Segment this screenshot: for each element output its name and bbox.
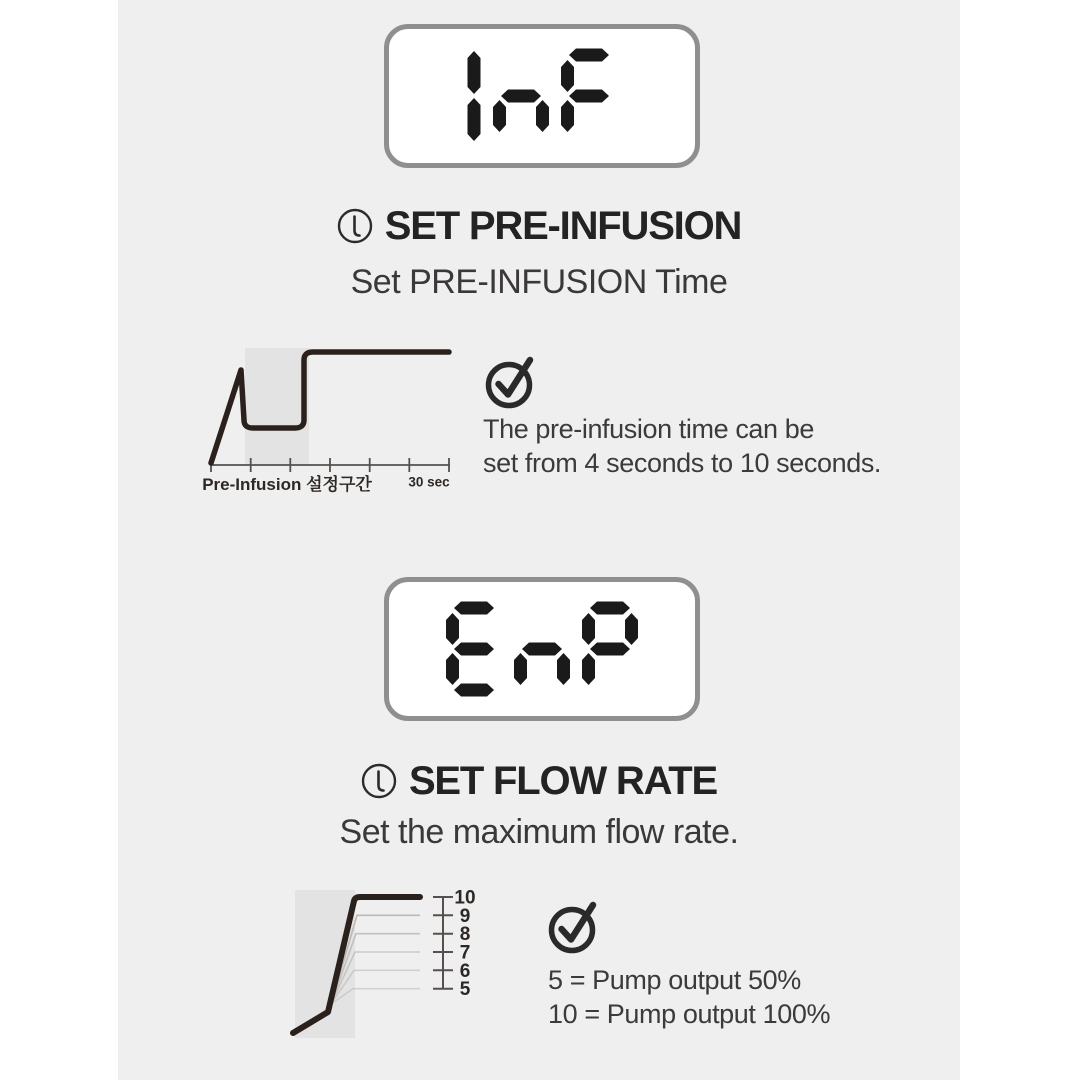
section1-title: SET PRE-INFUSION <box>384 204 742 248</box>
flow-rate-graph <box>283 878 498 1044</box>
check-icon <box>546 898 604 956</box>
note-line: 5 = Pump output 50% <box>548 965 801 995</box>
scale-number: 10 <box>454 887 476 909</box>
lcd-display-pre-infusion <box>384 24 700 168</box>
section1-note <box>483 412 881 480</box>
flow-scale-numbers <box>454 888 475 1001</box>
note-line: The pre-infusion time can be <box>483 414 814 444</box>
section1-subtitle: Set PRE-INFUSION Time <box>350 263 728 301</box>
scale-number: 8 <box>459 924 471 946</box>
note-line: 10 = Pump output 100% <box>548 999 831 1029</box>
section1-heading <box>118 204 960 248</box>
scale-number: 9 <box>459 905 471 927</box>
section2-title: SET FLOW RATE <box>408 759 718 803</box>
section2-subtitle: Set the maximum flow rate. <box>339 813 739 851</box>
check-icon <box>483 353 541 411</box>
pre-infusion-axis-label: Pre-Infusion 설정구간 <box>202 475 372 494</box>
pre-infusion-window-shade <box>245 348 309 465</box>
scale-number: 7 <box>459 942 471 964</box>
lcd-display-flow-rate <box>384 577 700 721</box>
scale-number: 6 <box>459 960 471 982</box>
note-line: set from 4 seconds to 10 seconds. <box>483 448 882 478</box>
flow-scale <box>433 897 453 989</box>
section2-heading <box>118 759 960 803</box>
scale-number: 5 <box>459 979 471 1001</box>
pre-infusion-graph <box>195 336 465 504</box>
axis-end-label: 30 sec <box>408 474 450 490</box>
section2-note <box>548 963 830 1031</box>
circled-l-icon <box>337 208 373 244</box>
circled-l-icon <box>361 763 397 799</box>
